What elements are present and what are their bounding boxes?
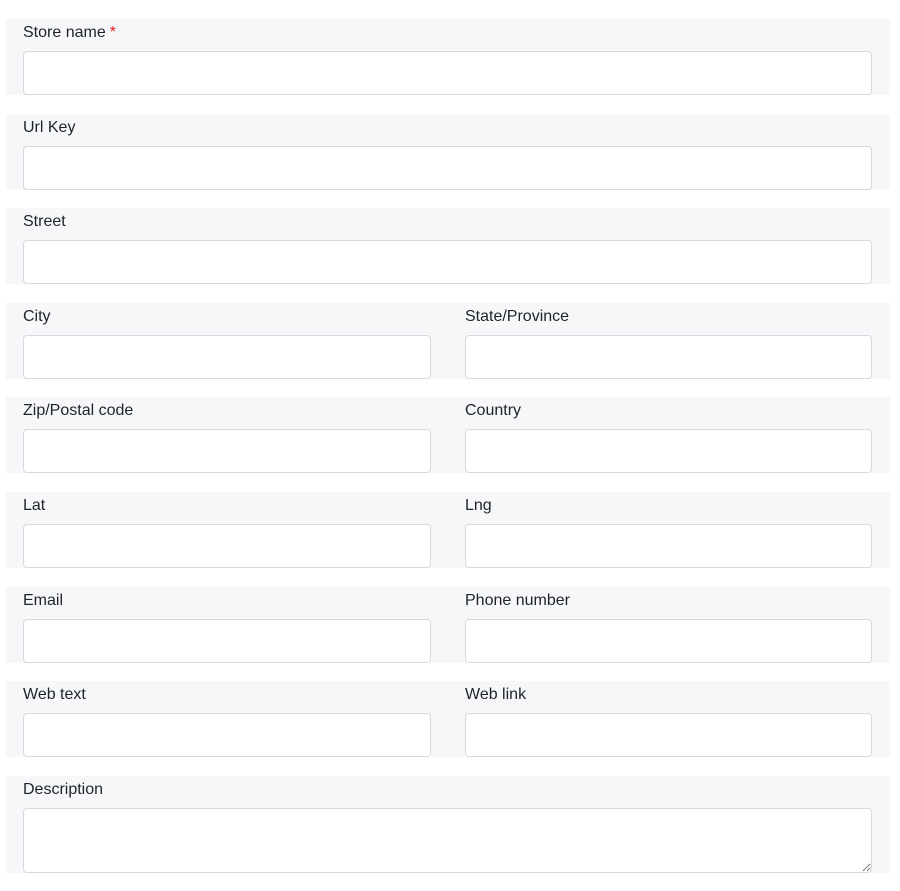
- lng-label: Lng: [465, 497, 492, 514]
- state-province-input[interactable]: [465, 335, 872, 379]
- store-name-row: [6, 19, 890, 95]
- city-input[interactable]: [23, 335, 431, 379]
- email-input[interactable]: [23, 619, 431, 663]
- web-text-input[interactable]: [23, 713, 431, 757]
- state-province-label: State/Province: [465, 308, 570, 325]
- lat-lng-row: [6, 492, 890, 568]
- description-label: Description: [23, 781, 104, 798]
- email-phone-row: [6, 587, 890, 663]
- web-text-label: Web text: [23, 686, 86, 703]
- url-key-row: [6, 114, 890, 190]
- country-input[interactable]: [465, 429, 872, 473]
- lat-input[interactable]: [23, 524, 431, 568]
- store-name-label-text: Store name: [23, 24, 106, 41]
- lat-label: Lat: [23, 497, 46, 514]
- country-label: Country: [465, 402, 522, 419]
- url-key-input[interactable]: [23, 146, 872, 190]
- web-row: [6, 681, 890, 757]
- zip-country-row: [6, 397, 890, 473]
- required-mark: *: [109, 24, 116, 41]
- street-row: [6, 208, 890, 284]
- phone-number-input[interactable]: [465, 619, 872, 663]
- description-row: [6, 776, 890, 873]
- description-textarea[interactable]: [23, 808, 872, 873]
- url-key-label: Url Key: [23, 119, 76, 136]
- web-link-label: Web link: [465, 686, 527, 703]
- street-input[interactable]: [23, 240, 872, 284]
- city-state-row: [6, 303, 890, 379]
- street-label: Street: [23, 213, 66, 230]
- city-label: City: [23, 308, 51, 325]
- store-name-input[interactable]: [23, 51, 872, 95]
- store-name-label: [23, 22, 116, 44]
- web-link-input[interactable]: [465, 713, 872, 757]
- zip-postal-code-label: Zip/Postal code: [23, 402, 134, 419]
- phone-number-label: Phone number: [465, 592, 570, 609]
- zip-postal-code-input[interactable]: [23, 429, 431, 473]
- email-label: Email: [23, 592, 64, 609]
- lng-input[interactable]: [465, 524, 872, 568]
